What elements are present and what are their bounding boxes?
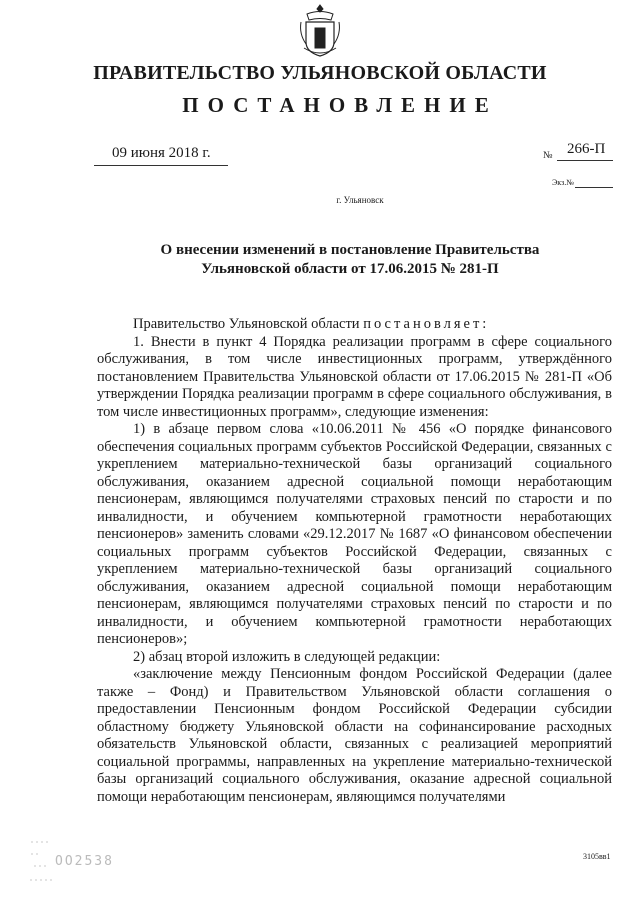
document-body <box>97 316 612 806</box>
document-date: 09 июня 2018 г. <box>112 145 211 161</box>
copy-number-label: Экз.№ <box>552 178 574 187</box>
paragraph-1: 1. Внести в пункт 4 Порядка реализации программ в сфере социального обслуживания, в том числе инвестиционных программ, утверждённого постановлением Правительства Ульяновской области от 17.06.2015 № 281-П «Об утверждении Порядка реализации программ в сфере социального обслуживания, в том числе инвестиционных программ», следующие изменения: <box>97 333 612 420</box>
government-name: ПРАВИТЕЛЬСТВО УЛЬЯНОВСКОЙ ОБЛАСТИ <box>93 62 547 84</box>
paragraph-2: 1) в абзаце первом слова «10.06.2011 № 456 «О порядке финансового обеспечения социальных программ субъектов Российской Федерации, связанных с укреплением материально-технической базы организаций социального обслуживания, оказанием адресной социальной помощи неработающим пенсионерам, являющимся получателями страховых пенсий по старости и по инвалидности, и обучением компьютерной грамотности неработающих пенсионеров» заменить словами «29.12.2017 № 1687 «О финансовом обеспечении социальных программ субъектов Российской Федерации, связанных с укреплением материально-технической базы организаций социального обслуживания, оказанием адресной социальной помощи неработающим пенсионерам, являющимся получателями страховых пенсий по старости и по инвалидности, и обучением компьютерной грамотности неработающих пенсионеров»; <box>97 421 612 647</box>
document-title <box>140 241 560 279</box>
intro-verb: постановляет: <box>363 316 490 332</box>
number-underline <box>557 160 613 161</box>
copy-number-underline <box>575 187 613 188</box>
coat-of-arms-icon <box>298 2 342 60</box>
footer-code: 3105вв1 <box>583 852 611 861</box>
document-number: 266-П <box>567 141 606 157</box>
title-line-1: О внесении изменений в постановление Правительства <box>160 242 540 258</box>
city: г. Ульяновск <box>336 195 384 205</box>
stamp-text: ОО2538 <box>55 854 114 869</box>
paragraph-3: 2) абзац второй изложить в следующей редакции: <box>133 648 441 665</box>
document-type: ПОСТАНОВЛЕНИЕ <box>182 93 498 117</box>
paragraph-4: «заключение между Пенсионным фондом Российской Федерации (далее также – Фонд) и Правительством Ульяновской области соглашения о предоставлении Пенсионным фондом Российской Федерации субсидии областному бюджету Ульяновской области на софинансирование расходных обязательств Ульяновской области, связанных с реализацией мероприятий социальной программы, направленных на укрепление материально-технической базы организаций социального обслуживания, оказание адресной социальной помощи неработающим пенсионерам, являющимся получателями <box>97 666 612 805</box>
number-sign: № <box>543 150 553 161</box>
intro-paragraph <box>97 316 612 334</box>
date-underline <box>94 165 228 166</box>
intro-text: Правительство Ульяновской области <box>133 316 364 332</box>
title-line-2: Ульяновской области от 17.06.2015 № 281-П <box>201 261 499 277</box>
